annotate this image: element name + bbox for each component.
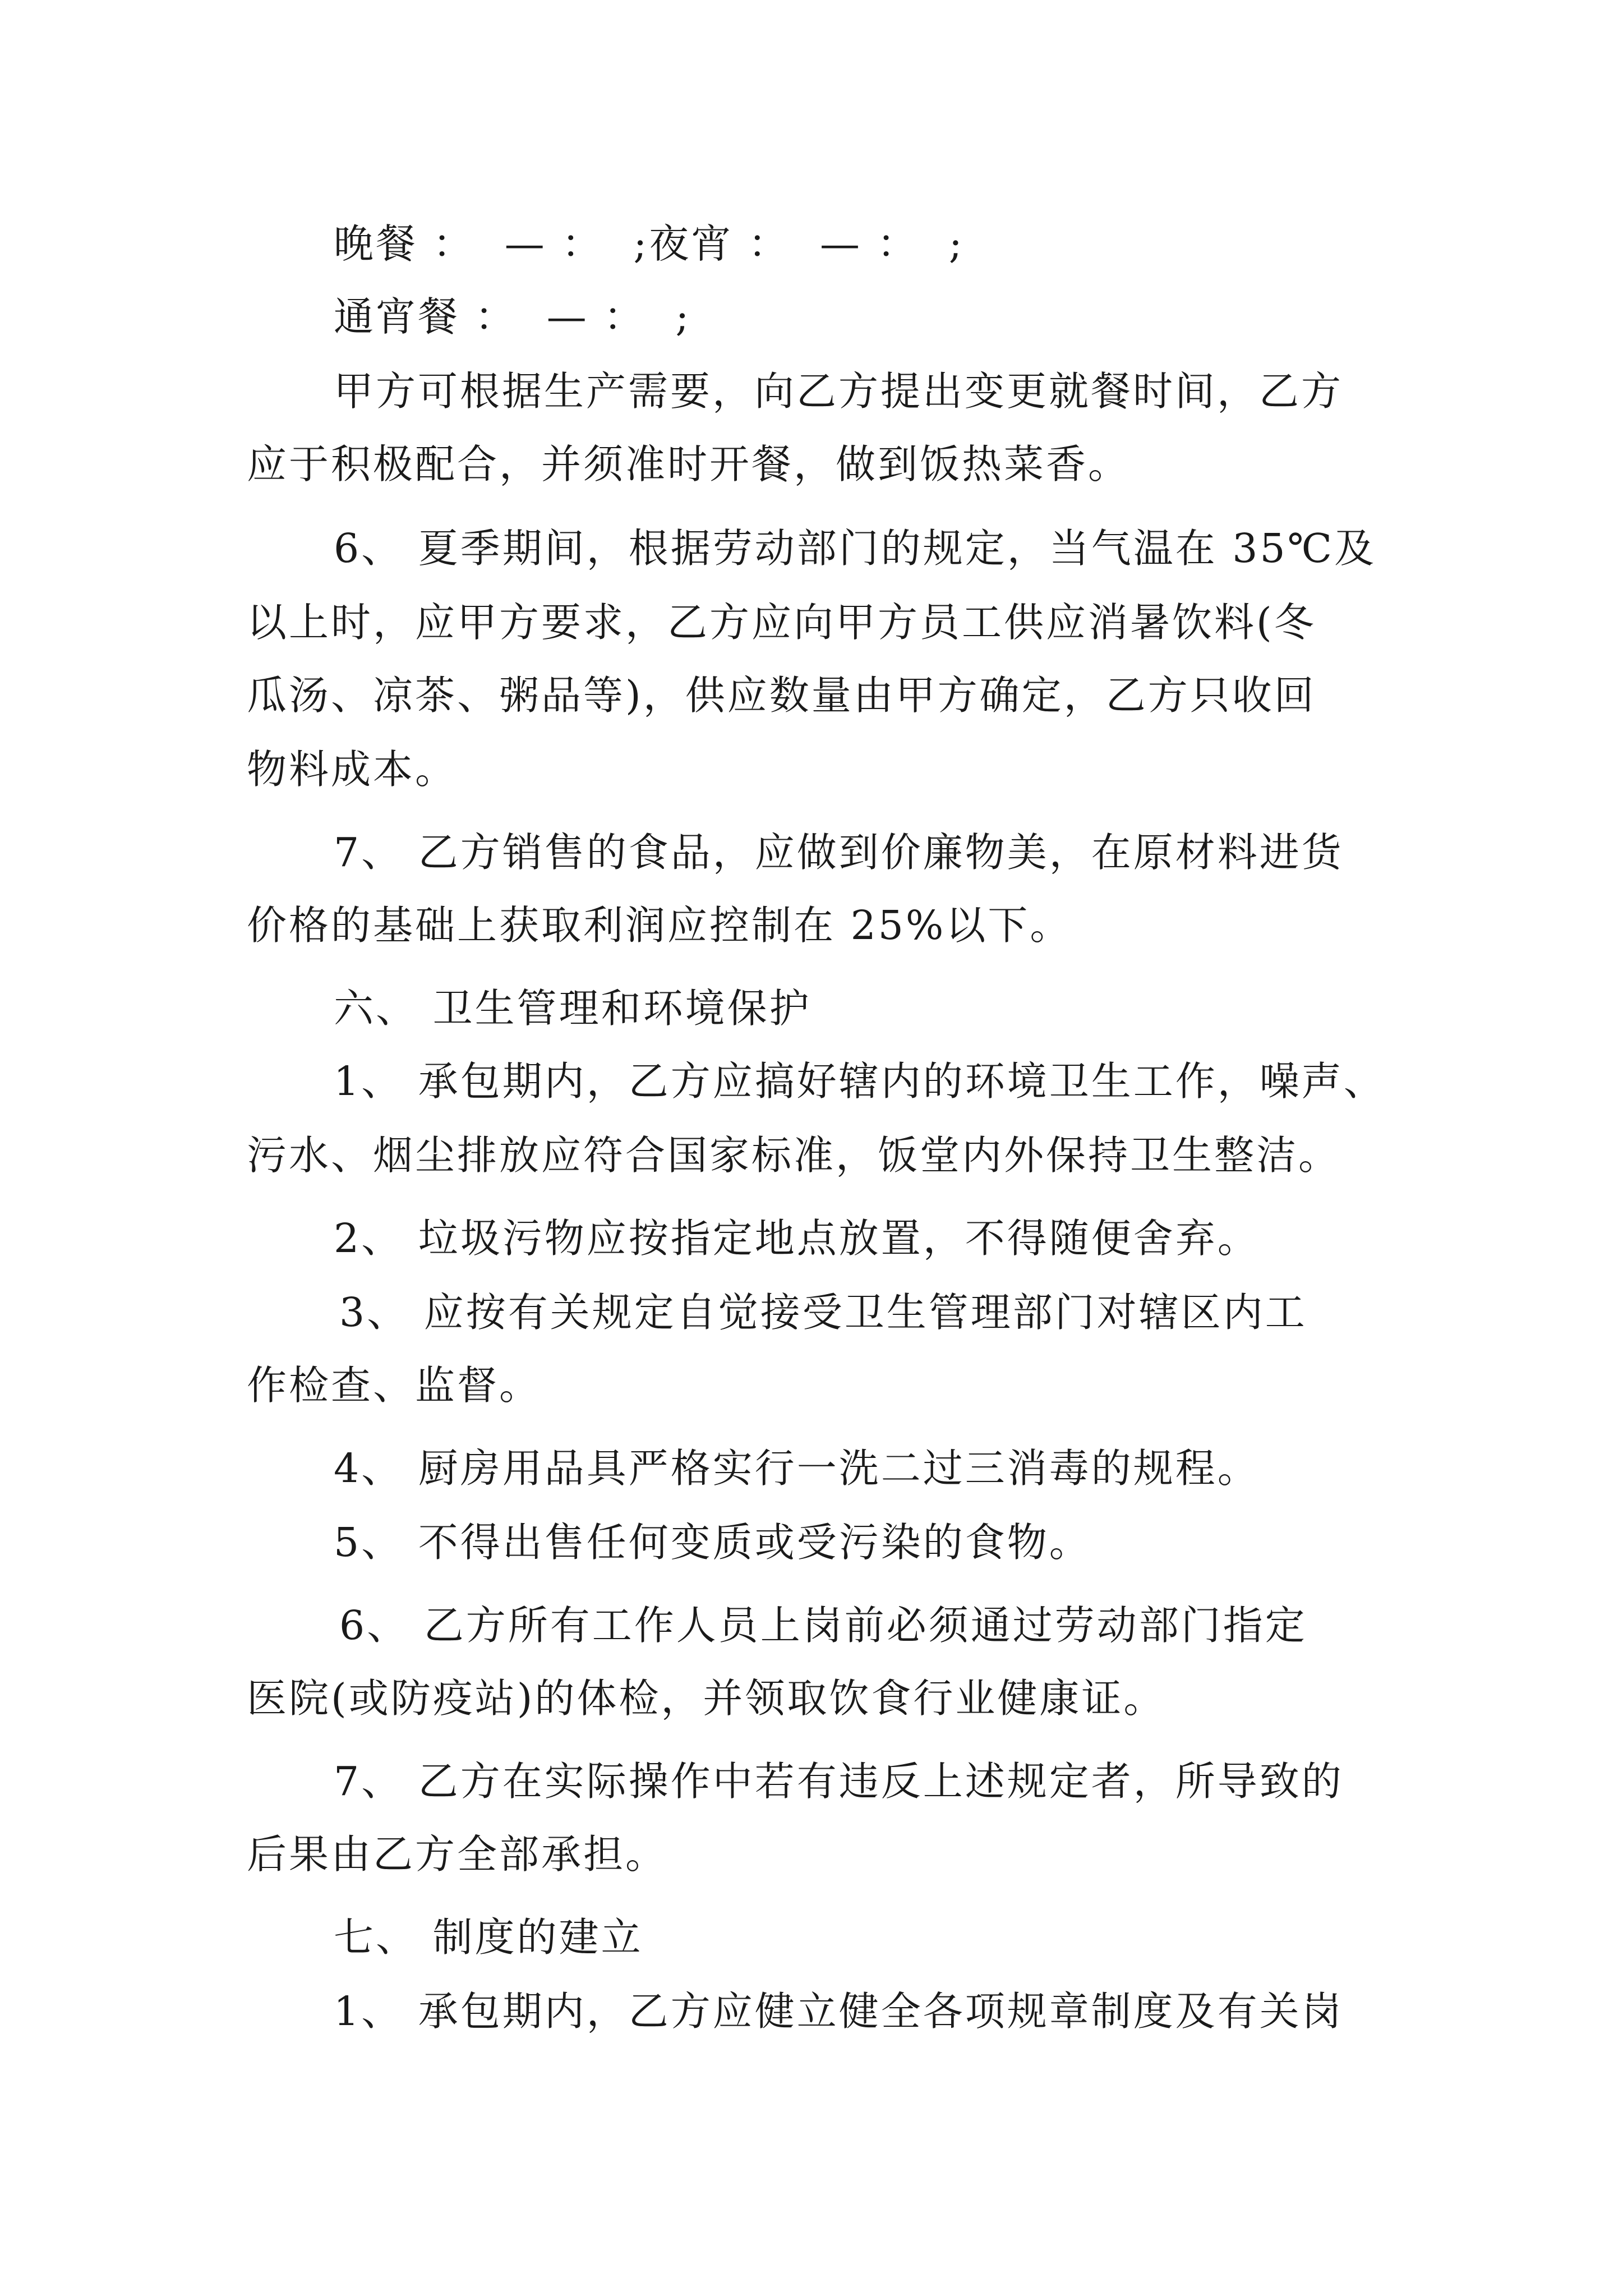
text-line: 7、 乙方销售的食品，应做到价廉物美，在原材料进货 bbox=[334, 829, 1344, 876]
text-line: 7、 乙方在实际操作中若有违反上述规定者，所导致的 bbox=[334, 1758, 1344, 1805]
text-line: 1、 承包期内，乙方应搞好辖内的环境卫生工作，噪声、 bbox=[334, 1058, 1386, 1105]
text-line: 甲方可根据生产需要，向乙方提出变更就餐时间，乙方 bbox=[334, 368, 1344, 415]
section-heading: 七、 制度的建立 bbox=[334, 1914, 643, 1961]
text-line: 价格的基础上获取利润应控制在 25%以下。 bbox=[247, 902, 1072, 949]
text-line: 3、 应按有关规定自觉接受卫生管理部门对辖区内工 bbox=[339, 1289, 1307, 1336]
text-line: 4、 厨房用品具严格实行一洗二过三消毒的规程。 bbox=[334, 1445, 1260, 1492]
text-line-meal-times-overnight: 通宵餐 ： — ： ; bbox=[334, 293, 691, 340]
text-line: 2、 垃圾污物应按指定地点放置，不得随便舍弃。 bbox=[334, 1215, 1260, 1262]
text-line: 污水、烟尘排放应符合国家标准，饭堂内外保持卫生整洁。 bbox=[247, 1132, 1341, 1179]
text-line: 6、 乙方所有工作人员上岗前必须通过劳动部门指定 bbox=[339, 1602, 1307, 1649]
text-line-meal-times-dinner: 晚餐 ： — ： ;夜宵 ： — ： ; bbox=[334, 220, 965, 267]
text-line: 5、 不得出售任何变质或受污染的食物。 bbox=[334, 1519, 1091, 1566]
text-line: 1、 承包期内，乙方应健立健全各项规章制度及有关岗 bbox=[334, 1988, 1344, 2035]
text-line: 作检查、监督。 bbox=[247, 1362, 542, 1409]
text-line: 应于积极配合，并须准时开餐，做到饭热菜香。 bbox=[247, 441, 1131, 487]
text-line: 6、 夏季期间，根据劳动部门的规定，当气温在 35℃及 bbox=[334, 525, 1377, 572]
text-line: 后果由乙方全部承担。 bbox=[247, 1831, 668, 1878]
text-line: 物料成本。 bbox=[247, 746, 458, 793]
text-line: 瓜汤、凉茶、粥品等)，供应数量由甲方确定，乙方只收回 bbox=[247, 672, 1316, 719]
text-line: 医院(或防疫站)的体检，并领取饮食行业健康证。 bbox=[247, 1675, 1166, 1722]
text-line: 以上时，应甲方要求，乙方应向甲方员工供应消暑饮料(冬 bbox=[247, 599, 1316, 646]
section-heading: 六、 卫生管理和环境保护 bbox=[334, 985, 811, 1032]
